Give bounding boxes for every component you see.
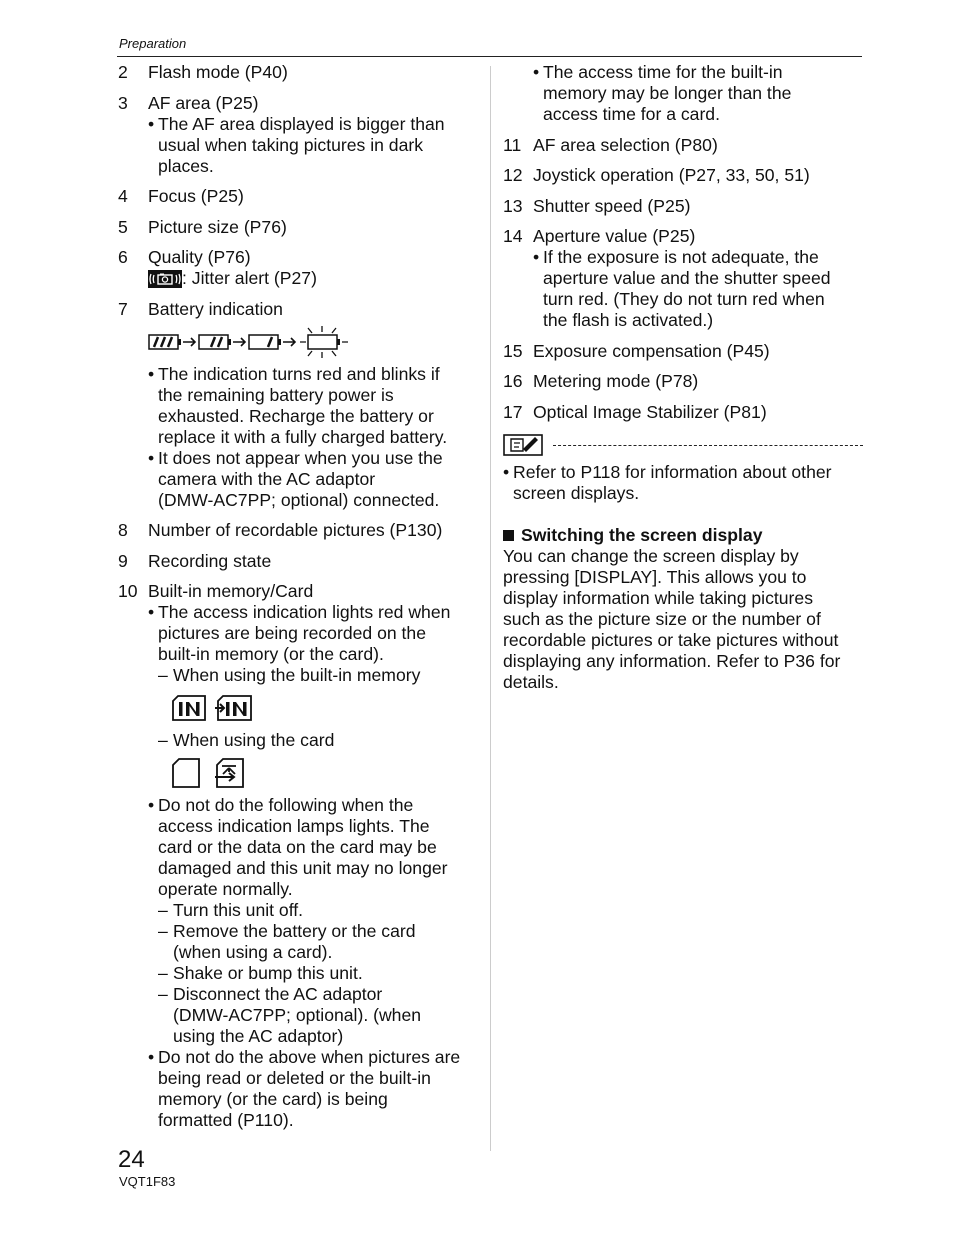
item-text: Flash mode (P40): [148, 62, 288, 82]
text-line: such as the picture size or the number of: [503, 609, 821, 629]
battery-full-icon: [148, 334, 182, 350]
list-item-17: [503, 402, 863, 423]
item-number: 12: [503, 165, 523, 185]
item-text: Exposure compensation (P45): [533, 340, 770, 361]
text-line: (DMW-AC7PP; optional) connected.: [158, 489, 440, 510]
text-line: usual when taking pictures in dark: [158, 134, 424, 155]
text-line: damaged and this unit may no longer: [158, 858, 448, 878]
text-line: pictures are being recorded on the: [158, 623, 426, 643]
text-line: access time for a card.: [543, 104, 720, 124]
note-divider: [503, 432, 863, 458]
list-item-12: [503, 165, 863, 186]
dash-item: [158, 984, 483, 1047]
battery-one-bar-icon: [248, 334, 282, 350]
text-line: displaying any information. Refer to P36 for: [503, 651, 841, 671]
document-code: VQT1F83: [119, 1174, 176, 1189]
bullet-note: [533, 247, 863, 331]
text-line: places.: [158, 155, 214, 176]
built-in-memory-access-icon: [214, 695, 252, 721]
card-icon: [172, 758, 200, 788]
item-number: 16: [503, 371, 523, 391]
column-divider: [490, 66, 491, 1151]
memory-icons-row: [158, 686, 483, 730]
header-rule: [117, 56, 862, 57]
list-item-4: [118, 186, 483, 207]
text-line: – When using the card: [173, 730, 335, 750]
list-item-7: [118, 299, 483, 511]
continued-note: [503, 62, 863, 125]
text-line: – Shake or bump this unit.: [173, 963, 363, 983]
text-line: • Do not do the following when the: [158, 795, 414, 815]
text-line: built-in memory (or the card).: [158, 644, 384, 664]
list-item-15: [503, 341, 863, 362]
page-number: 24: [118, 1146, 145, 1173]
item-number: 15: [503, 340, 523, 361]
item-text: Metering mode (P78): [533, 371, 699, 391]
text-line: (DMW-AC7PP; optional). (when: [173, 1005, 422, 1025]
text-line: display information while taking pictures: [503, 588, 813, 608]
item-text: Built-in memory/Card: [148, 581, 314, 601]
dashed-rule: [553, 445, 863, 446]
dash-item: [158, 900, 483, 921]
text-line: • The indication turns red and blinks if: [158, 363, 440, 384]
battery-two-bars-icon: [198, 334, 232, 350]
text-line: aperture value and the shutter speed: [543, 268, 831, 288]
text-line: screen displays.: [513, 483, 640, 503]
text-line: • The AF area displayed is bigger than: [158, 113, 445, 134]
arrow-right-icon: [182, 336, 198, 348]
text-line: card or the data on the card may be: [158, 837, 437, 857]
item-number: 5: [118, 216, 128, 237]
text-line: pressing [DISPLAY]. This allows you to: [503, 567, 807, 587]
arrow-right-icon: [232, 336, 248, 348]
text-line: memory (or the card) is being: [158, 1089, 388, 1109]
card-icons-row: [158, 751, 483, 795]
bullet-note: [148, 602, 483, 795]
text-line: memory may be longer than the: [543, 83, 792, 103]
list-item-10: [118, 581, 483, 1131]
text-line: recordable pictures or take pictures without: [503, 630, 839, 650]
item-number: 3: [118, 92, 128, 113]
jitter-alert-text: : Jitter alert (P27): [182, 268, 317, 288]
text-line: exhausted. Recharge the battery or: [158, 405, 434, 426]
battery-empty-blink-icon: [298, 325, 350, 359]
bullet-note: [503, 462, 863, 504]
text-line: the remaining battery power is: [158, 384, 394, 405]
text-line: details.: [503, 672, 559, 692]
item-number: 13: [503, 195, 523, 216]
text-line: using the AC adaptor): [173, 1026, 344, 1046]
built-in-memory-icon: [172, 695, 206, 721]
jitter-alert-icon: [148, 270, 182, 288]
bullet-note: [148, 364, 483, 448]
left-column: [118, 62, 483, 1141]
dash-item: [158, 665, 483, 686]
item-text: Optical Image Stabilizer (P81): [533, 401, 767, 422]
text-line: the flash is activated.): [543, 310, 714, 330]
text-line: access indication lamps lights. The: [158, 816, 430, 836]
bullet-note: [533, 62, 863, 125]
section-title-text: Switching the screen display: [521, 525, 763, 545]
text-line: – Disconnect the AC adaptor: [173, 984, 383, 1004]
list-item-3: [118, 93, 483, 177]
item-text: Quality (P76): [148, 247, 251, 267]
list-item-14: [503, 226, 863, 331]
bullet-note: [148, 114, 483, 177]
text-line: being read or deleted or the built-in: [158, 1068, 431, 1088]
item-number: 6: [118, 247, 128, 267]
text-line: – Remove the battery or the card: [173, 921, 416, 941]
note-icon: [503, 434, 543, 456]
dash-item: [158, 921, 483, 963]
item-text: Recording state: [148, 550, 272, 571]
item-text: Battery indication: [148, 298, 283, 319]
item-number: 2: [118, 62, 128, 82]
item-number: 17: [503, 401, 523, 422]
item-number: 8: [118, 520, 128, 540]
bullet-note: [148, 448, 483, 511]
jitter-alert-row: [148, 268, 483, 289]
list-item-16: [503, 371, 863, 392]
text-line: You can change the screen display by: [503, 546, 799, 566]
item-number: 9: [118, 550, 128, 571]
square-bullet-icon: [503, 530, 514, 541]
item-text: Shutter speed (P25): [533, 195, 691, 216]
bullet-note: [148, 1047, 483, 1131]
text-line: camera with the AC adaptor: [158, 468, 376, 489]
list-item-8: [118, 520, 483, 541]
text-line: turn red. (They do not turn red when: [543, 289, 825, 309]
item-number: 10: [118, 581, 138, 601]
item-number: 4: [118, 186, 128, 206]
battery-indication-row: [148, 320, 483, 364]
arrow-right-icon: [282, 336, 298, 348]
item-text: AF area (P25): [148, 92, 259, 113]
list-item-6: [118, 247, 483, 289]
item-text: AF area selection (P80): [533, 134, 718, 155]
dash-item: [158, 963, 483, 984]
item-text: Aperture value (P25): [533, 226, 696, 246]
right-column: [503, 62, 863, 693]
item-text: Picture size (P76): [148, 216, 287, 237]
text-line: operate normally.: [158, 879, 293, 899]
text-line: – Turn this unit off.: [173, 900, 304, 920]
list-item-11: [503, 135, 863, 156]
text-line: (when using a card).: [173, 942, 333, 962]
text-line: – When using the built-in memory: [173, 665, 421, 685]
text-line: replace it with a fully charged battery.: [158, 426, 448, 447]
text-line: • Refer to P118 for information about other: [513, 462, 832, 482]
bullet-note: [148, 795, 483, 1047]
item-text: Focus (P25): [148, 186, 244, 206]
item-number: 11: [503, 134, 522, 155]
text-line: • It does not appear when you use the: [158, 447, 443, 468]
dash-item: [158, 730, 483, 751]
list-item-13: [503, 196, 863, 217]
item-number: 14: [503, 226, 523, 246]
list-item-9: [118, 551, 483, 572]
item-text: Number of recordable pictures (P130): [148, 520, 443, 540]
text-line: • Do not do the above when pictures are: [158, 1047, 461, 1067]
card-access-icon: [214, 758, 244, 788]
list-item-5: [118, 217, 483, 238]
section-header: Preparation: [119, 36, 187, 51]
list-item-2: [118, 62, 483, 83]
item-text: Joystick operation (P27, 33, 50, 51): [533, 165, 810, 185]
item-number: 7: [118, 298, 128, 319]
section-heading: [503, 525, 863, 546]
text-line: • The access indication lights red when: [158, 602, 451, 622]
text-line: • The access time for the built-in: [543, 62, 783, 82]
section-body: [503, 546, 863, 693]
text-line: formatted (P110).: [158, 1110, 294, 1130]
text-line: • If the exposure is not adequate, the: [543, 247, 819, 267]
